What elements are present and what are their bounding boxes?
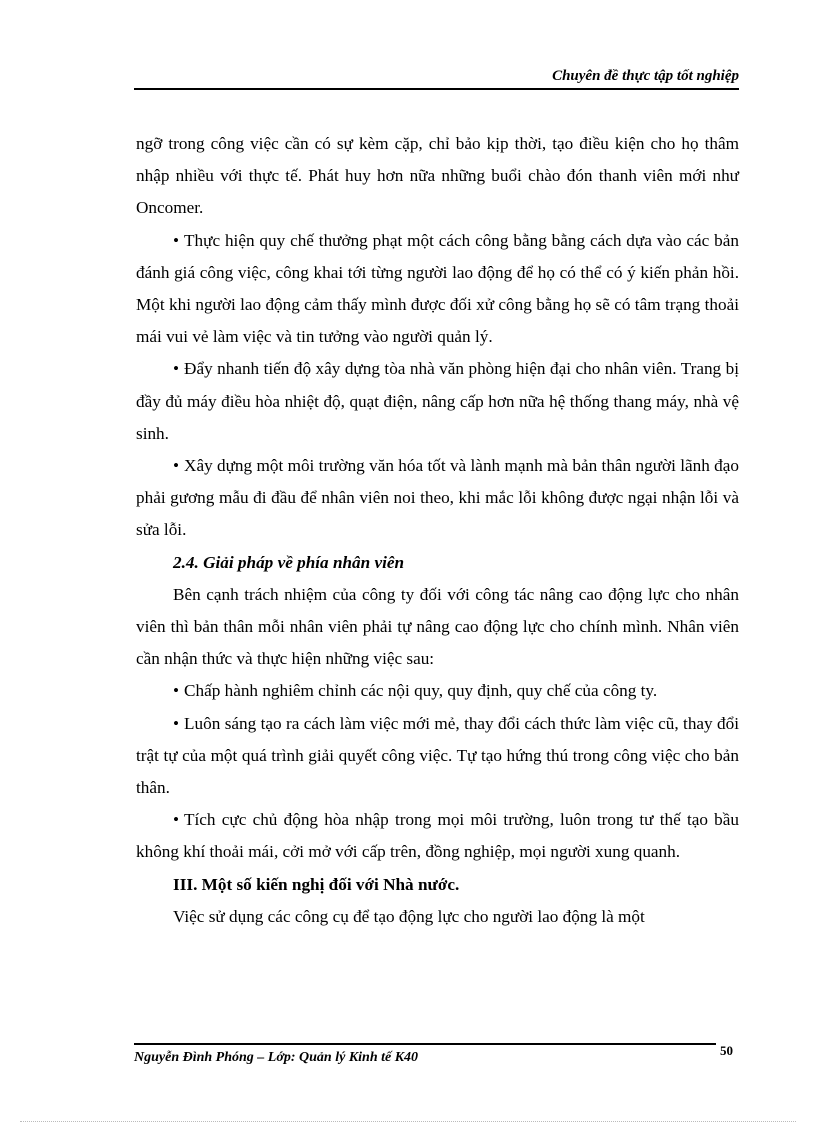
document-body [136,128,739,933]
bullet-icon: • [173,681,180,701]
bullet-text: Tích cực chủ động hòa nhập trong mọi môi trường, luôn trong tư thế tạo bầu không khí thoải mái, cởi mở với cấp trên, đồng nghiệp, mọi người xung quanh. [136,810,739,862]
bullet-item-integration [136,804,739,868]
paragraph-state-recommendations: Việc sử dụng các công cụ để tạo động lực cho người lao động là một [173,906,645,926]
page-edge-divider [20,1121,796,1122]
footer-author: Nguyễn Đình Phóng – Lớp: Quản lý Kinh tế K40 [134,1050,419,1065]
header-rule [134,88,739,90]
bullet-icon: • [173,456,180,476]
footer-rule [134,1043,716,1045]
bullet-icon: • [173,230,180,250]
paragraph-continuation: ngỡ trong công việc cần có sự kèm cặp, chỉ bảo kịp thời, tạo điều kiện cho họ thâm nhập nhiều với thực tế. Phát huy hơn nữa những buổi chào đón thanh viên mới như Oncomer. [136,134,739,218]
bullet-item-compliance [136,675,739,707]
header-title: Chuyên đề thực tập tốt nghiệp [552,68,739,84]
page-number: 50 [720,1043,733,1058]
bullet-icon: • [173,359,180,379]
bullet-text: Đẩy nhanh tiến độ xây dựng tòa nhà văn phòng hiện đại cho nhân viên. Trang bị đầy đủ máy điều hòa nhiệt độ, quạt điện, nâng cấp hơn nữa hệ thống thang máy, nhà vệ sinh. [136,359,739,443]
bullet-text: Xây dựng một môi trường văn hóa tốt và lành mạnh mà bản thân người lãnh đạo phải gương mẫu đi đầu để nhân viên noi theo, khi mắc lỗi không được ngại nhận lỗi và sửa lỗi. [136,456,739,540]
bullet-item-fair-rewards [136,225,739,354]
bullet-item-office-building [136,353,739,450]
bullet-item-creativity [136,708,739,805]
bullet-text: Luôn sáng tạo ra cách làm việc mới mẻ, thay đổi cách thức làm việc cũ, thay đổi trật tự của một quá trình giải quyết công việc. Tự tạo hứng thú trong công việc cho bản thân. [136,713,739,798]
bullet-item-culture [136,450,739,547]
section-heading-iii: III. Một số kiến nghị đối với Nhà nước. [173,874,460,894]
bullet-text: Thực hiện quy chế thưởng phạt một cách công bằng bằng cách dựa vào các bản đánh giá công việc, công khai tới từng người lao động để họ có thể có ý kiến phản hồi. Một khi người lao động cảm thấy mình được đối xử công bằng họ sẽ có tâm trạng thoải mái vui vẻ làm việc và tin tưởng vào người quản lý. [136,230,739,347]
bullet-icon: • [173,713,180,733]
paragraph-employee-intro: Bên cạnh trách nhiệm của công ty đối với công tác nâng cao động lực cho nhân viên thì bản thân mỗi nhân viên phải tự nâng cao động lực cho chính mình. Nhân viên cần nhận thức và thực hiện những việc sau: [136,584,739,669]
bullet-icon: • [173,810,180,830]
section-heading-2-4: 2.4. Giải pháp về phía nhân viên [173,552,405,572]
bullet-text: Chấp hành nghiêm chỉnh các nội quy, quy định, quy chế của công ty. [184,681,658,701]
